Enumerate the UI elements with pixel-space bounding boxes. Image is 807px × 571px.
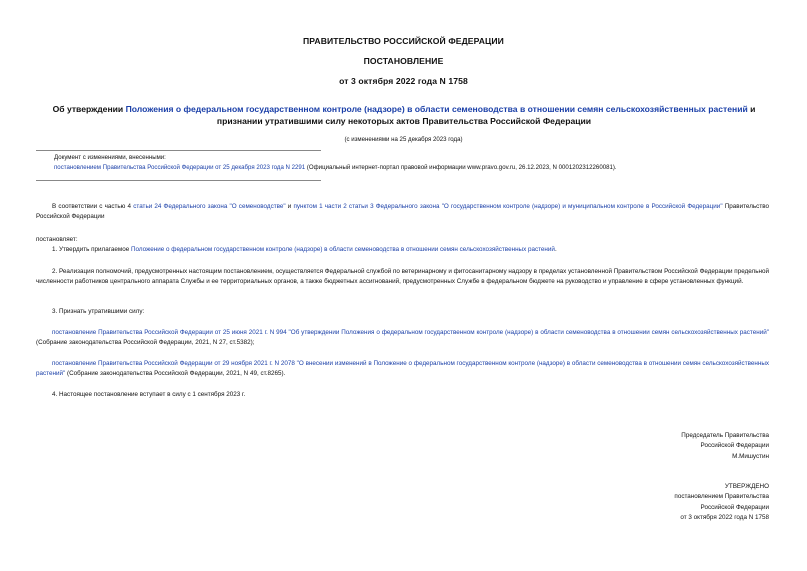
changes-intro: Документ с изменениями, внесенными: xyxy=(54,154,166,161)
signature-title: Председатель Правительства xyxy=(681,432,769,439)
law-control-link[interactable]: пунктом 1 части 2 статьи 3 Федерального закона "О государственном контроле (надзоре) и муниципальном контроле в Российской Федерации" xyxy=(293,203,723,210)
item-4: 4. Настоящее постановление вступает в силу с 1 сентября 2023 г. xyxy=(52,391,246,398)
title-prefix: Об утверждении xyxy=(52,104,126,114)
changes-line xyxy=(54,163,617,174)
approved-date: от 3 октября 2022 года N 1758 xyxy=(680,513,769,521)
document-title xyxy=(36,103,772,127)
approved-country: Российской Федерации xyxy=(700,503,769,511)
item-1: 1. Утвердить прилагаемое Положение о федеральном государственном контроле (надзоре) в области семеноводства в отношении семян сельскохозяйственных растений. xyxy=(52,246,557,253)
title-link[interactable]: Положения о федеральном государственном контроле (надзоре) в области семеноводства в отношении семян сельскохозяйственных растений xyxy=(125,104,748,114)
org-heading: ПРАВИТЕЛЬСТВО РОССИЙСКОЙ ФЕДЕРАЦИИ xyxy=(303,36,504,46)
title-suffix: и признании утратившими силу некоторых актов Правительства Российской Федерации xyxy=(216,104,756,126)
approved-block xyxy=(674,482,769,523)
revision-note: (с изменениями на 25 декабря 2023 года) xyxy=(344,136,463,143)
doc-type: ПОСТАНОВЛЕНИЕ xyxy=(363,56,444,66)
approved-label: УТВЕРЖДЕНО xyxy=(724,483,769,490)
repealed-item-2: постановление Правительства Российской Федерации от 29 ноября 2021 г. N 2078 "О внесении изменений в Положение о федеральном государственном контроле (надзоре) в области семеноводства в отношении семян сельскохозяйственных растений" (Собрание законодательства Российской Федерации, 2021, N 49, ст.8265). xyxy=(36,360,769,378)
resolves: постановляет: xyxy=(36,236,78,243)
approved-by: постановлением Правительства xyxy=(674,493,769,501)
repealed-item-1: постановление Правительства Российской Федерации от 25 июня 2021 г. N 994 "Об утверждении Положения о федеральном государственном контроле (надзоре) в области семеноводства в отношении семян сельскохозяйственных растений" (Собрание законодательства Российской Федерации, 2021, N 27, ст.5382); xyxy=(36,329,769,347)
divider-bottom xyxy=(36,180,321,181)
divider-top xyxy=(36,150,321,151)
repealed-link-1[interactable]: постановление Правительства Российской Федерации от 25 июня 2021 г. N 994 "Об утверждении Положения о федеральном государственном контроле (надзоре) в области семеноводства в отношении семян сельскохозяйственных растений" xyxy=(52,329,769,336)
item-2: 2. Реализация полномочий, предусмотренных настоящим постановлением, осуществляется Федеральной службой по ветеринарному и фитосанитарному надзору в пределах установленной Правительством Российской Федерации предельной численности работников центрального аппарата Службы и ее территориальных органов, а также бюджетных ассигнований, предусмотренных Службе в федеральном бюджете на руководство и управление в сфере установленных функций. xyxy=(36,268,769,286)
signature-country: Российской Федерации xyxy=(700,442,769,450)
changes-tail: (Официальный интернет-портал правовой информации www.pravo.gov.ru, 26.12.2023, N 0001202312260081). xyxy=(305,164,617,171)
repealed-link-2[interactable]: постановление Правительства Российской Федерации от 29 ноября 2021 г. N 2078 "О внесении изменений в Положение о федеральном государственном контроле (надзоре) в области семеноводства в отношении семян сельскохозяйственных растений" xyxy=(36,360,769,378)
regulation-link[interactable]: Положение о федеральном государственном контроле (надзоре) в области семеноводства в отношении семян сельскохозяйственных растений xyxy=(130,246,555,253)
law-seeds-link[interactable]: статьи 24 Федерального закона "О семеноводстве" xyxy=(133,203,286,210)
signature-name: М.Мишустин xyxy=(732,452,769,460)
amendment-link[interactable]: постановлением Правительства Российской Федерации от 25 декабря 2023 года N 2291 xyxy=(54,164,306,171)
signature-block xyxy=(681,431,769,462)
item-3: 3. Признать утратившими силу: xyxy=(52,308,145,315)
preamble: В соответствии с частью 4 статьи 24 Федерального закона "О семеноводстве" и пунктом 1 части 2 статьи 3 Федерального закона "О государственном контроле (надзоре) и муниципальном контроле в Российской Федерации" Правительство Российской Федерации xyxy=(36,203,769,221)
doc-date-number: от 3 октября 2022 года N 1758 xyxy=(339,76,468,86)
